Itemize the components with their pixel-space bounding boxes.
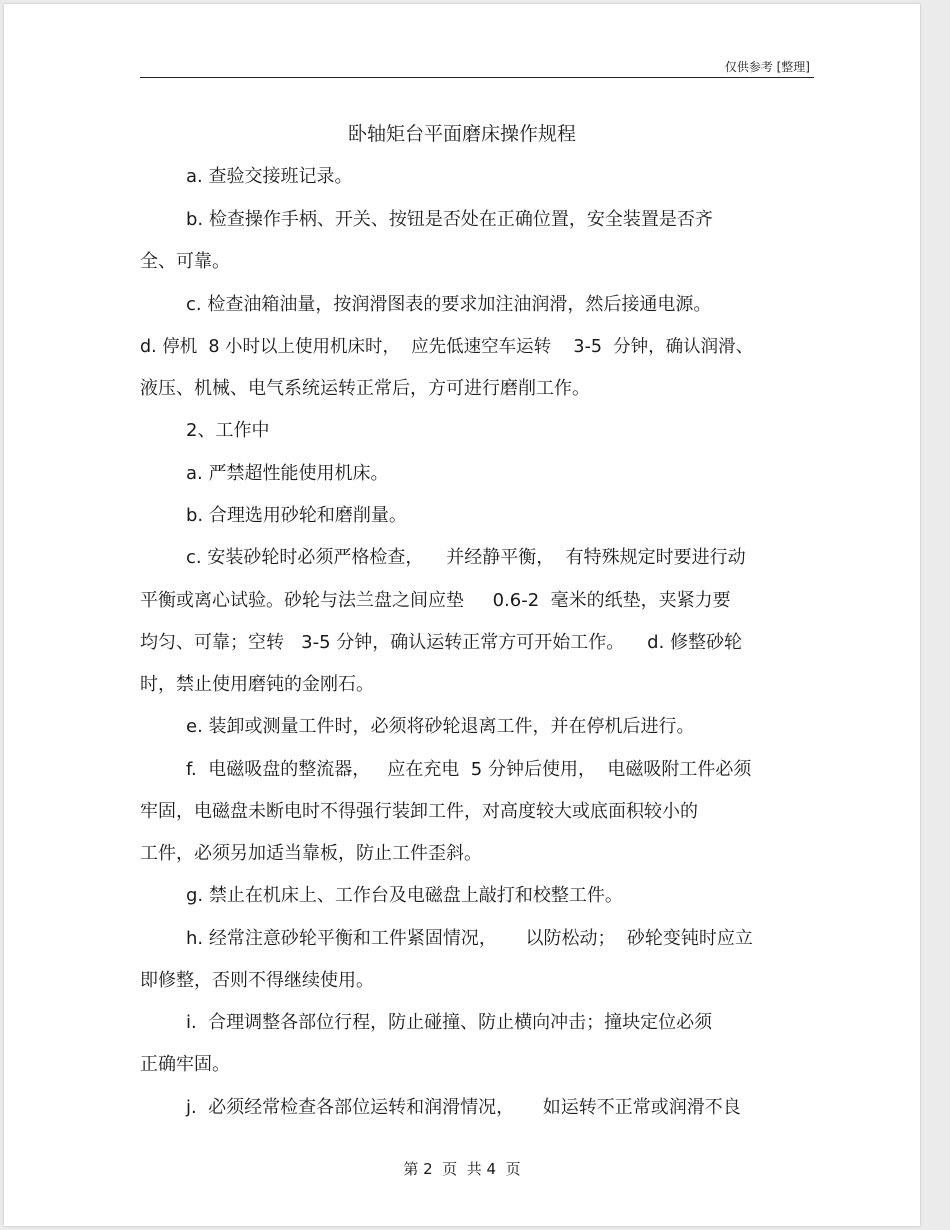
text-line: j. 必须经常检查各部位运转和润滑情况， 如运转不正常或润滑不良	[186, 1097, 741, 1118]
text-line: h. 经常注意砂轮平衡和工件紧固情况， 以防松动； 砂轮变钝时应立	[186, 928, 753, 949]
header-note: 仅供参考 [整理]	[724, 60, 810, 74]
text-line: 即修整，否则不得继续使用。	[140, 970, 374, 991]
text-line: 全、可靠。	[140, 251, 230, 272]
section-heading: 2、工作中	[186, 420, 270, 441]
text-line: 正确牢固。	[140, 1054, 230, 1075]
text-line: 牢固，电磁盘未断电时不得强行装卸工件，对高度较大或底面积较小的	[140, 801, 698, 822]
text-line: b. 合理选用砂轮和磨削量。	[186, 505, 407, 526]
text-line: i. 合理调整各部位行程，防止碰撞、防止横向冲击；撞块定位必须	[186, 1012, 713, 1033]
page-number: 第 2 页 共 4 页	[403, 1160, 521, 1178]
text-line: e. 装卸或测量工件时，必须将砂轮退离工件，并在停机后进行。	[186, 716, 695, 737]
text-line: a. 查验交接班记录。	[186, 166, 353, 187]
text-line: f. 电磁吸盘的整流器， 应在充电 5 分钟后使用， 电磁吸附工件必须	[186, 759, 752, 780]
text-line: 平衡或离心试验。砂轮与法兰盘之间应垫 0.6-2 毫米的纸垫，夹紧力要	[140, 590, 731, 611]
text-line: 液压、机械、电气系统运转正常后，方可进行磨削工作。	[140, 378, 590, 399]
text-line: b. 检查操作手柄、开关、按钮是否处在正确位置，安全装置是否齐	[186, 209, 713, 230]
text-line: g. 禁止在机床上、工作台及电磁盘上敲打和校整工件。	[186, 885, 623, 906]
text-line: 时，禁止使用磨钝的金刚石。	[140, 674, 374, 695]
text-line: c. 检查油箱油量，按润滑图表的要求加注油润滑，然后接通电源。	[186, 294, 712, 315]
document-title: 卧轴矩台平面磨床操作规程	[347, 123, 576, 145]
text-line: 均匀、可靠；空转 3-5 分钟，确认运转正常方可开始工作。 d. 修整砂轮	[140, 632, 743, 653]
text-line: d. 停机 8 小时以上使用机床时， 应先低速空车运转 3-5 分钟，确认润滑、	[140, 337, 754, 357]
text-line: 工件，必须另加适当靠板，防止工件歪斜。	[140, 843, 482, 864]
document-page	[4, 4, 920, 1226]
header-divider	[140, 77, 814, 78]
text-line: c. 安装砂轮时必须严格检查， 并经静平衡， 有特殊规定时要进行动	[186, 547, 746, 568]
text-line: a. 严禁超性能使用机床。	[186, 463, 389, 484]
